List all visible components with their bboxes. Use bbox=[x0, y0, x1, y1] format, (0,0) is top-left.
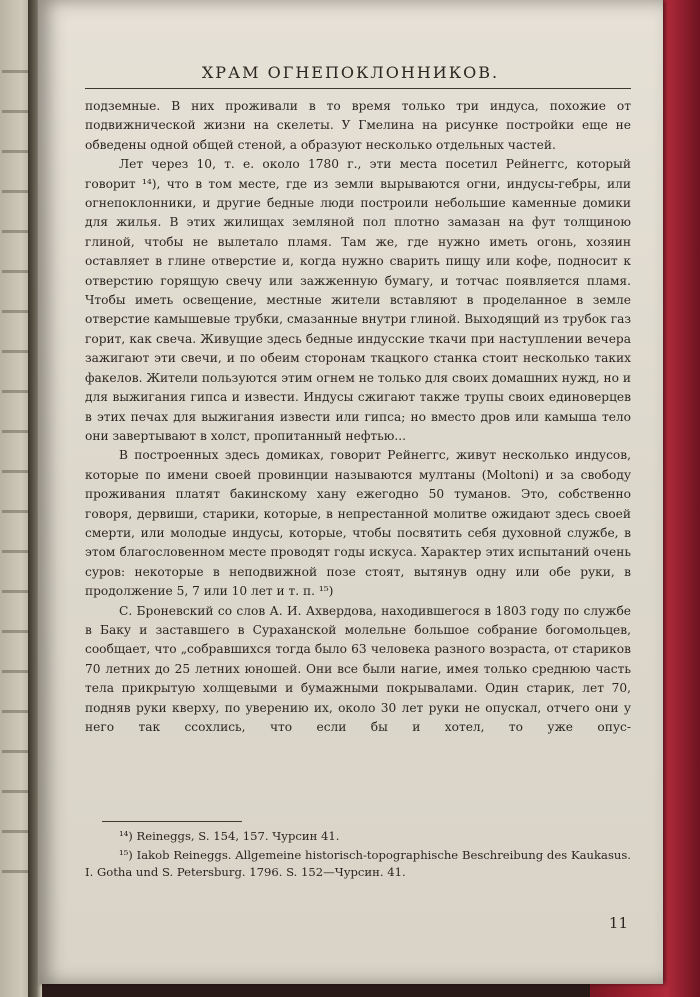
page-number: 11 bbox=[608, 914, 628, 932]
paragraph: подземные. В них проживали в то время только три индуса, похожие от подвижнической жизни на скелеты. У Гмелина на рисунке постройки еще не обведены одной общей стеной, а образуют несколько отдельных частей. bbox=[85, 99, 631, 152]
footnote: ¹⁵) Iakob Reineggs. Allgemeine historisch-topographische Beschreibung des Kaukasus. I. Gotha und S. Petersburg. 1796. S. 152—Чурсин. 41. bbox=[85, 848, 631, 879]
footnote-rule bbox=[102, 821, 242, 822]
header-rule bbox=[85, 88, 631, 89]
running-header: ХРАМ ОГНЕПОКЛОННИКОВ. bbox=[201, 63, 500, 82]
book-page bbox=[38, 0, 663, 984]
footnotes bbox=[85, 828, 631, 883]
page-body bbox=[85, 97, 631, 737]
footnote: ¹⁴) Reineggs, S. 154, 157. Чурсин 41. bbox=[119, 829, 340, 843]
paragraph: С. Броневский со слов А. И. Ахвердова, находившегося в 1803 году по службе в Баку и заставшего в Сураханской молельне большое собрание богомольцев, сообщает, что „собравшихся тогда было 63 человека разного возраста, от стариков 70 летних до 25 летних юношей. Они все были нагие, имея только среднюю часть тела прикрытую холщевыми и бумажными покрывалами. Один старик, лет 70, подняв руки кверху, по уверению их, около 30 лет руки не опускал, отчего они у него так ссохлись, что если бы и хотел, то уже опус- bbox=[85, 603, 631, 734]
paragraph: Лет через 10, т. е. около 1780 г., эти места посетил Рейнеггс, который говорит ¹⁴), что в том месте, где из земли вырываются огни, индусы-гебры, или огнепоклонники, и другие бедные люди построили небольшие каменные домики для жилья. В этих жилищах земляной пол плотно замазан на фут толщиною глиной, чтобы не вылетало пламя. Там же, где нужно иметь огонь, хозяин оставляет в глине отверстие и, когда нужно сварить пищу или кофе, подносит к отверстию горящую свечу или зажженную бумагу, и тотчас появляется пламя. Чтобы иметь освещение, местные жители вставляют в проделанное в земле отверстие камышевые трубки, смазанные внутри глиной. Выходящий из трубок газ горит, как свеча. Живущие здесь бедные индусские ткачи при наступлении вечера зажигают эти свечи, и по обеим сторонам ткацкого станка стоит несколько таких факелов. Жители пользуются этим огнем не только для своих домашних нужд, но и для выжигания гипса и извести. Индусы сжигают также трупы своих единоверцев в этих печах для выжигания извести или гипса; но вместо дров или камыша тело они завертывают в холст, пропитанный нефтью... bbox=[85, 157, 632, 443]
paragraph: В построенных здесь домиках, говорит Рейнеггс, живут несколько индусов, которые по имени своей провинции называются мултаны (Moltoni) и за свободу проживания платят бакинскому хану ежегодно 50 туманов. Это, собственно говоря, дервиши, старики, которые, в непрестанной молитве ожидают здесь своей смерти, или молодые индусы, которые, чтобы посвятить себя духовной службе, в этом благословенном месте проводят годы искуса. Характер этих испытаний очень суров: некоторые в неподвижной позе стоят, вытянув одну или обе руки, в продолжение 5, 7 или 10 лет и т. п. ¹⁵) bbox=[85, 448, 631, 599]
